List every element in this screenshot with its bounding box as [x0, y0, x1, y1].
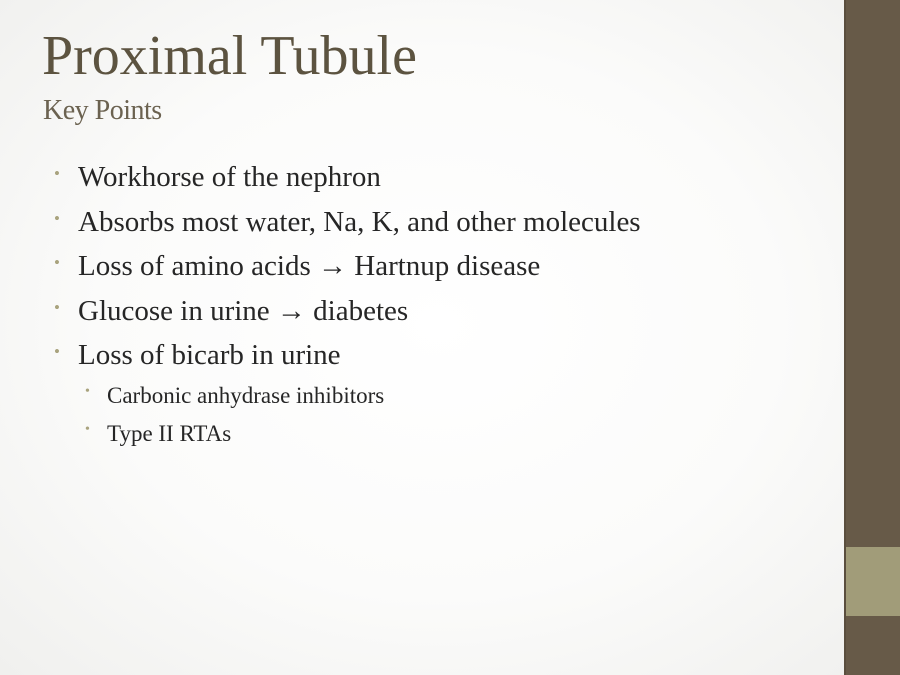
bullet-marker: • [54, 342, 60, 361]
sub-bullet-text: Carbonic anhydrase inhibitors [107, 383, 385, 408]
bullet-marker: • [54, 209, 60, 228]
slide-title: Proximal Tubule [42, 25, 417, 87]
bullet-text: Absorbs most water, Na, K, and other molecules [78, 206, 641, 238]
bullet-marker: • [54, 298, 60, 317]
bullet-text: Loss of amino acids → Hartnup disease [78, 250, 541, 282]
sidebar-accent-block [846, 547, 900, 616]
sub-bullet-marker: • [85, 384, 90, 399]
slide-subtitle: Key Points [43, 95, 162, 126]
decorative-sidebar [844, 0, 900, 675]
sub-bullet-text: Type II RTAs [107, 421, 232, 446]
sub-bullet-marker: • [85, 422, 90, 437]
bullet-text: Loss of bicarb in urine [78, 339, 341, 371]
bullet-text: Workhorse of the nephron [78, 161, 381, 193]
bullet-marker: • [54, 253, 60, 272]
bullet-text: Glucose in urine → diabetes [78, 295, 409, 327]
bullet-marker: • [54, 164, 60, 183]
